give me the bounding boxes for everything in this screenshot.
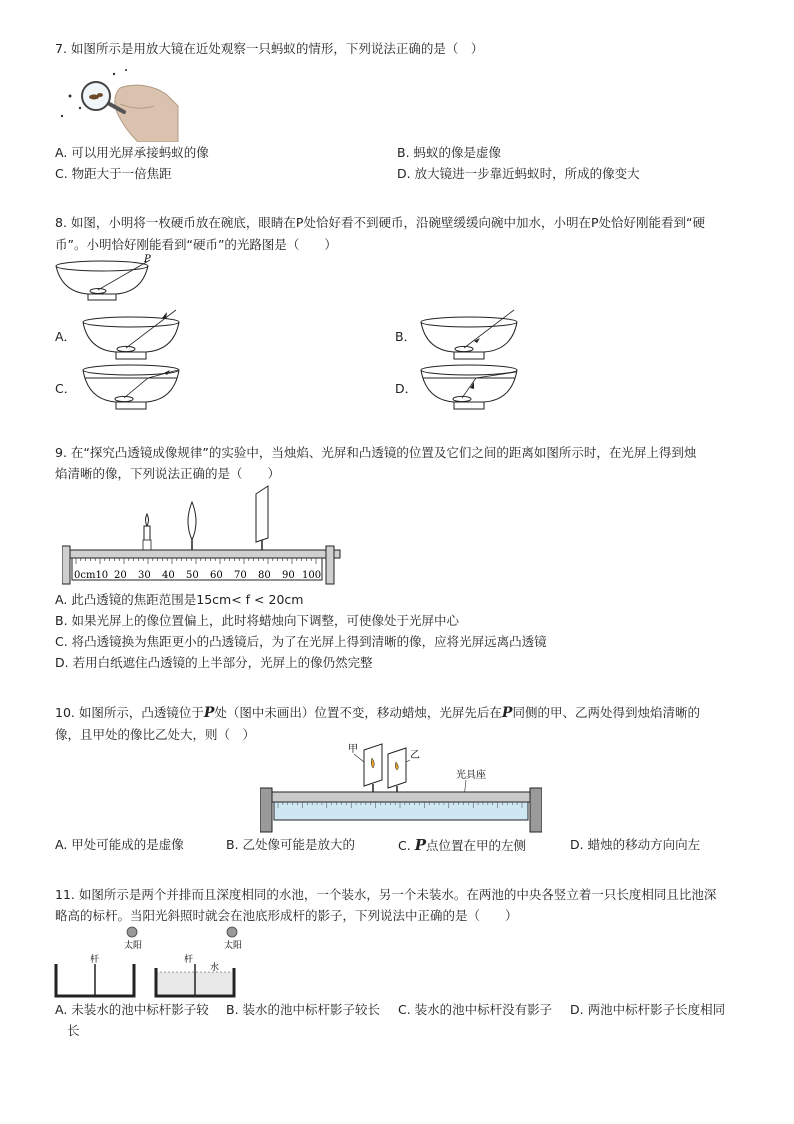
q7-stem: 7. 如图所示是用放大镜在近处观察一只蚂蚁的情形，下列说法正确的是（ ）: [55, 41, 484, 56]
ruler-label-100: 100: [302, 570, 322, 581]
q9-optical-bench-figure: [62, 484, 346, 588]
q8-bowl-figure: [52, 254, 162, 304]
q9-option-d[interactable]: D. 若用白纸遮住凸透镜的上半部分，光屏上的像仍然完整: [55, 655, 373, 670]
q11-pools-figure: [52, 924, 244, 1000]
q10-label-yi: 乙: [410, 750, 420, 761]
ruler-label-0: 0cm10: [74, 570, 109, 581]
q10-stem-line2: 像，且甲处的像比乙处大，则（ ）: [55, 727, 256, 742]
q10-point-p-2: P: [501, 705, 513, 721]
q10-optical-bench-figure: [260, 742, 542, 834]
ruler-label-40: 40: [162, 570, 175, 581]
q8-stem-line2: 币”。小明恰好刚能看到“硬币”的光路图是（ ）: [55, 237, 337, 252]
ruler-label-60: 60: [210, 570, 223, 581]
q10-option-c[interactable]: [398, 836, 526, 855]
q9-stem-line2: 焰清晰的像，下列说法正确的是（ ）: [55, 466, 281, 481]
q10-label-jia: 甲: [348, 744, 358, 755]
q11-stem-line1: 11. 如图所示是两个并排而且深度相同的水池，一个装水，另一个未装水。在两池的中央各竖立着一只长度相同且比池深: [55, 887, 717, 902]
q10-label-bench: 光具座: [456, 770, 486, 781]
q8-option-c-label[interactable]: C．: [55, 381, 77, 396]
q10-point-p: P: [203, 705, 215, 721]
q8-option-d-label[interactable]: D．: [395, 381, 418, 396]
ruler-label-30: 30: [138, 570, 151, 581]
q8-option-a-figure[interactable]: [76, 308, 186, 362]
q8-stem-line1: 8. 如图，小明将一枚硬币放在碗底，眼睛在P处恰好看不到硬币，沿碗壁缓缓向碗中加水，小明在P处恰好刚能看到“硬: [55, 215, 705, 230]
q7-option-a[interactable]: A. 可以用光屏承接蚂蚁的像: [55, 145, 209, 160]
q7-option-d[interactable]: D. 放大镜进一步靠近蚂蚁时，所成的像变大: [397, 166, 640, 181]
q11-sun-label-1: 太阳: [124, 941, 143, 951]
q11-option-b[interactable]: B. 装水的池中标杆影子较长: [226, 1002, 381, 1017]
ruler-label-70: 70: [234, 570, 247, 581]
q9-option-a[interactable]: A. 此凸透镜的焦距范围是15cm< f < 20cm: [55, 592, 304, 607]
q10-option-a[interactable]: A. 甲处可能成的是虚像: [55, 837, 184, 852]
q11-option-d[interactable]: D. 两池中标杆影子长度相同: [570, 1002, 726, 1017]
q7-option-c[interactable]: C. 物距大于一倍焦距: [55, 166, 172, 181]
q10-stem-part2: 处（图中未画出）位置不变，移动蜡烛，光屏先后在: [214, 705, 502, 720]
q11-rod-label-2: 杆: [184, 955, 194, 965]
q10-option-b[interactable]: B. 乙处像可能是放大的: [226, 837, 356, 852]
q11-water-label: 水: [210, 963, 220, 973]
q7-magnifier-figure: [58, 66, 182, 142]
q11-rod-label-1: 杆: [90, 955, 100, 965]
q11-option-c[interactable]: C. 装水的池中标杆没有影子: [398, 1002, 553, 1017]
q9-option-b[interactable]: B. 如果光屏上的像位置偏上，此时将蜡烛向下调整，可使像处于光屏中心: [55, 613, 460, 628]
q10-stem-part1: 10. 如图所示，凸透镜位于: [55, 705, 204, 720]
q9-stem-line1: 9. 在“探究凸透镜成像规律”的实验中，当烛焰、光屏和凸透镜的位置及它们之间的距离如图所示时，在光屏上得到烛: [55, 445, 697, 460]
q10-option-c-prefix: C.: [398, 838, 411, 853]
q8-option-c-figure[interactable]: [76, 360, 186, 414]
q10-option-d[interactable]: D. 蜡烛的移动方向向左: [570, 837, 701, 852]
ruler-label-90: 90: [282, 570, 295, 581]
q7-option-b[interactable]: B. 蚂蚁的像是虚像: [397, 145, 502, 160]
ruler-label-80: 80: [258, 570, 271, 581]
q11-option-a[interactable]: A. 未装水的池中标杆影子较: [55, 1002, 209, 1017]
q8-option-d-figure[interactable]: [414, 360, 524, 414]
q8-option-a-label[interactable]: A．: [55, 329, 77, 344]
q11-option-a-cont: 长: [67, 1023, 80, 1038]
ruler-label-50: 50: [186, 570, 199, 581]
q11-sun-label-2: 太阳: [224, 941, 243, 951]
q8-point-p: P: [144, 254, 151, 265]
q10-stem-line1: [55, 704, 700, 722]
q10-option-c-p: P: [414, 836, 426, 854]
q9-option-c[interactable]: C. 将凸透镜换为焦距更小的凸透镜后，为了在光屏上得到清晰的像，应将光屏远离凸透镜: [55, 634, 547, 649]
q10-option-c-rest: 点位置在甲的左侧: [425, 838, 526, 853]
q11-stem-line2: 略高的标杆。当阳光斜照时就会在池底形成杆的影子，下列说法中正确的是（ ）: [55, 908, 518, 923]
q10-stem-part3: 同侧的甲、乙两处得到烛焰清晰的: [512, 705, 700, 720]
q8-option-b-label[interactable]: B．: [395, 329, 417, 344]
q8-option-b-figure[interactable]: [414, 308, 524, 362]
ruler-label-20: 20: [114, 570, 127, 581]
